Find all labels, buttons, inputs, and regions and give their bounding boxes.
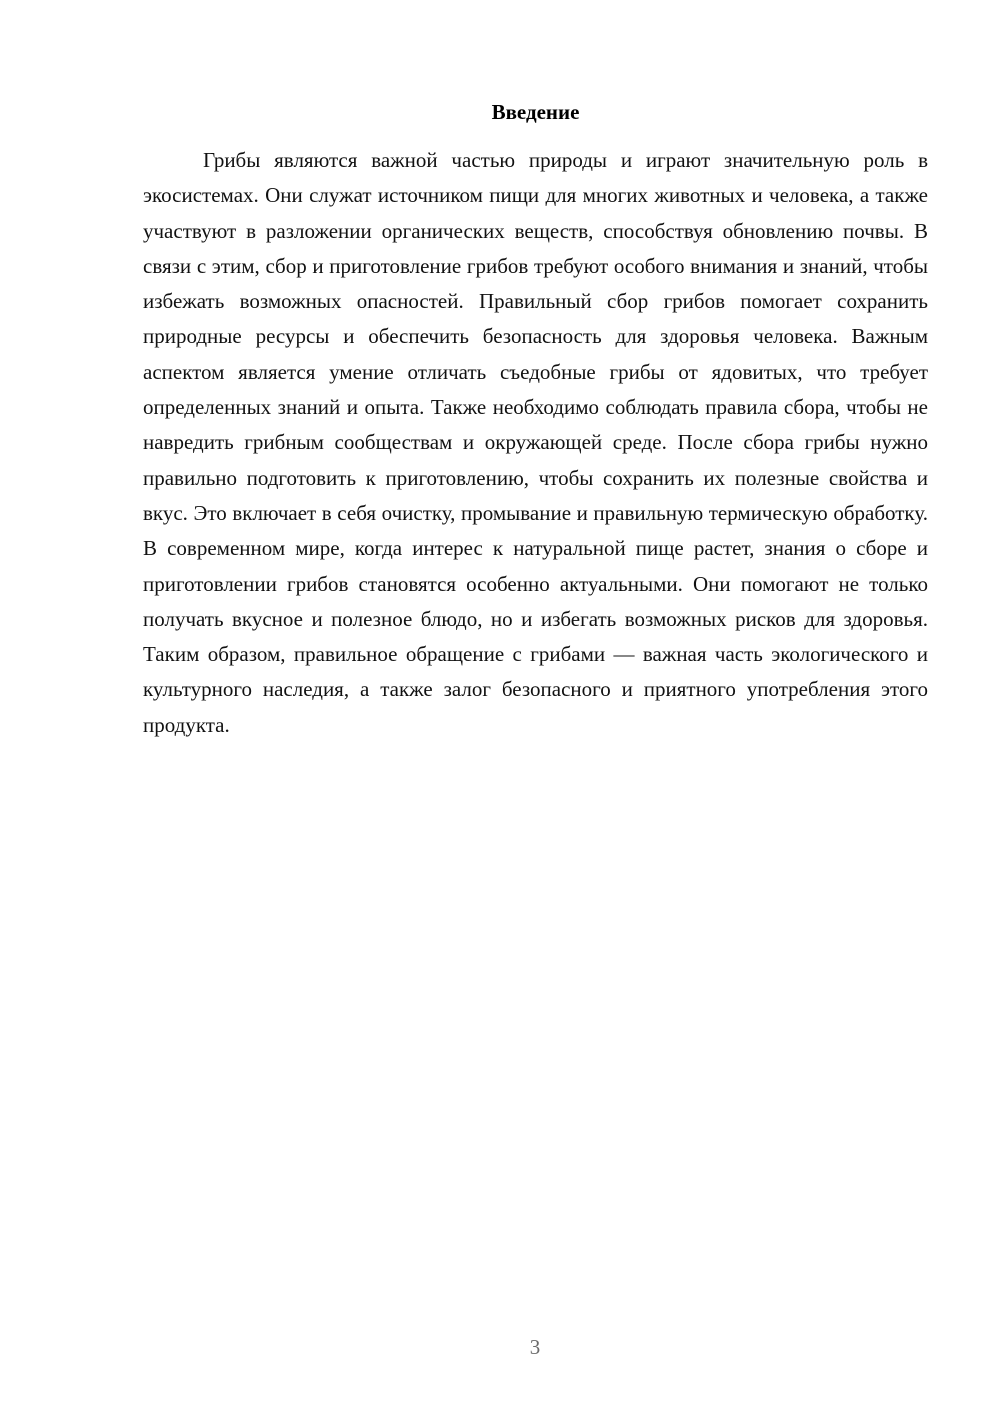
page-number: 3 [529,1335,541,1359]
body-paragraph: Грибы являются важной частью природы и играют значительную роль в экосистемах. Они служат источником пищи для многих животных и человека, а также участвуют в разложении органических веществ, способствуя обновлению почвы. В связи с этим, сбор и приготовление грибов требуют особого внимания и знаний, чтобы избежать возможных опасностей. Правильный сбор грибов помогает сохранить природные ресурсы и обеспечить безопасность для здоровья человека. Важным аспектом является умение отличать съедобные грибы от ядовитых, что требует определенных знаний и опыта. Также необходимо соблюдать правила сбора, чтобы не навредить грибным сообществам и окружающей среде. После сбора грибы нужно правильно подготовить к приготовлению, чтобы сохранить их полезные свойства и вкус. Это включает в себя очистку, промывание и правильную термическую обработку. В современном мире, когда интерес к натуральной пище растет, знания о сборе и приготовлении грибов становятся особенно актуальными. Они помогают не только получать вкусное и полезное блюдо, но и избегать возможных рисков для здоровья. Таким образом, правильное обращение с грибами — важная часть экологического и культурного наследия, а также залог безопасного и приятного употребления этого продукта. [143,148,928,737]
section-heading: Введение [491,100,580,124]
